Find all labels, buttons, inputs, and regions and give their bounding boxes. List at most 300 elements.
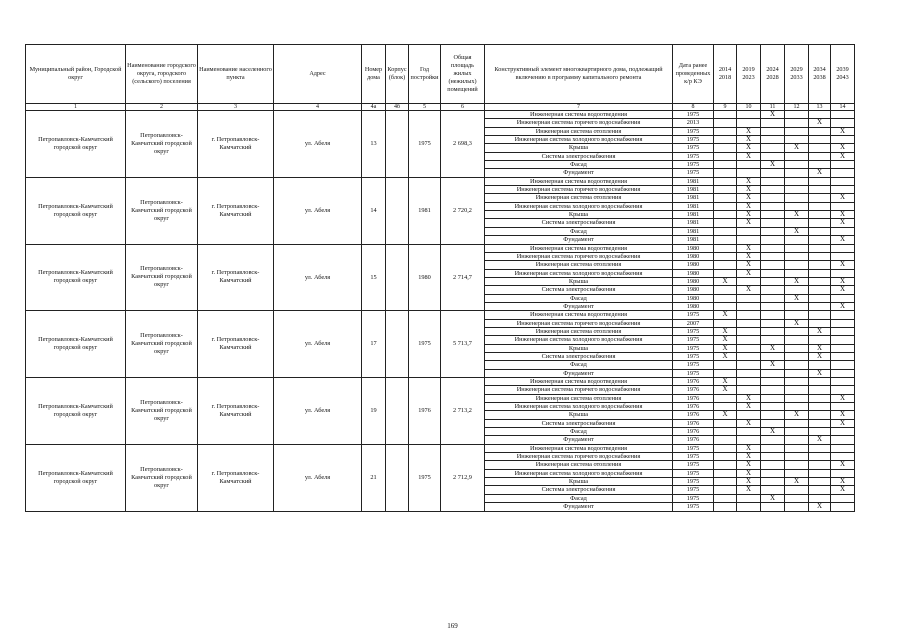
header-row xyxy=(26,45,855,104)
period-mark-cell xyxy=(737,302,761,310)
period-mark-cell: X xyxy=(761,361,785,369)
element-name-cell: Система электроснабжения xyxy=(485,486,673,494)
prev-repair-date-cell: 1976 xyxy=(673,378,714,386)
address-cell: ул. Абеля xyxy=(274,378,362,445)
col-number: 13 xyxy=(809,104,831,111)
period-mark-cell xyxy=(714,136,737,144)
district-cell: Петропавловск-Камчатский городской округ xyxy=(26,244,126,311)
house-number-cell: 19 xyxy=(362,378,386,445)
prev-repair-date-cell: 1975 xyxy=(673,336,714,344)
prev-repair-date-cell: 1975 xyxy=(673,486,714,494)
period-mark-cell xyxy=(737,361,761,369)
period-mark-cell xyxy=(714,444,737,452)
period-mark-cell xyxy=(809,302,831,310)
area-cell: 5 713,7 xyxy=(441,311,485,378)
period-mark-cell xyxy=(785,261,809,269)
area-cell: 2 698,3 xyxy=(441,111,485,178)
element-name-cell: Инженерная система отопления xyxy=(485,394,673,402)
period-mark-cell: X xyxy=(714,336,737,344)
period-mark-cell: X xyxy=(737,194,761,202)
period-mark-cell xyxy=(761,302,785,310)
period-mark-cell: X xyxy=(737,186,761,194)
period-mark-cell: X xyxy=(714,311,737,319)
period-mark-cell xyxy=(831,169,855,177)
period-mark-cell: X xyxy=(785,277,809,285)
period-mark-cell xyxy=(809,294,831,302)
period-mark-cell xyxy=(809,411,831,419)
period-mark-cell: X xyxy=(737,211,761,219)
element-name-cell: Крыша xyxy=(485,211,673,219)
element-name-cell: Система электроснабжения xyxy=(485,419,673,427)
period-mark-cell xyxy=(809,453,831,461)
period-mark-cell xyxy=(761,352,785,360)
period-mark-cell: X xyxy=(714,277,737,285)
col-header-prev-date: Дата ранее проведенных к/р КЭ xyxy=(673,45,714,104)
address-cell: ул. Абеля xyxy=(274,444,362,511)
period-mark-cell: X xyxy=(831,211,855,219)
period-mark-cell xyxy=(809,486,831,494)
period-mark-cell: X xyxy=(831,127,855,135)
table-body xyxy=(26,111,855,512)
period-mark-cell xyxy=(761,236,785,244)
period-mark-cell xyxy=(785,194,809,202)
period-mark-cell xyxy=(714,127,737,135)
prev-repair-date-cell: 1981 xyxy=(673,186,714,194)
col-header-building: Корпус (блок) xyxy=(386,45,409,104)
element-name-cell: Крыша xyxy=(485,277,673,285)
column-number-row xyxy=(26,104,855,111)
element-name-cell: Инженерная система отопления xyxy=(485,127,673,135)
house-number-cell: 21 xyxy=(362,444,386,511)
period-mark-cell: X xyxy=(737,136,761,144)
col-header-year: Год постройки xyxy=(409,45,441,104)
period-mark-cell xyxy=(737,327,761,335)
period-mark-cell xyxy=(714,319,737,327)
period-mark-cell xyxy=(714,244,737,252)
period-mark-cell: X xyxy=(714,378,737,386)
period-mark-cell xyxy=(714,269,737,277)
building-cell xyxy=(386,378,409,445)
period-mark-cell xyxy=(714,227,737,235)
prev-repair-date-cell: 1976 xyxy=(673,411,714,419)
building-cell xyxy=(386,444,409,511)
period-mark-cell xyxy=(809,277,831,285)
period-mark-cell xyxy=(737,428,761,436)
period-mark-cell xyxy=(714,202,737,210)
prev-repair-date-cell: 1981 xyxy=(673,219,714,227)
year-cell: 1976 xyxy=(409,378,441,445)
element-name-cell: Инженерная система горячего водоснабжения xyxy=(485,386,673,394)
locality-cell: г. Петропавловск-Камчатский xyxy=(198,244,274,311)
district-cell: Петропавловск-Камчатский городской округ xyxy=(26,444,126,511)
period-mark-cell xyxy=(761,461,785,469)
period-mark-cell xyxy=(831,361,855,369)
period-mark-cell xyxy=(714,369,737,377)
period-mark-cell xyxy=(809,469,831,477)
col-header-period-6: 2039 2043 xyxy=(831,45,855,104)
prev-repair-date-cell: 1975 xyxy=(673,169,714,177)
area-cell: 2 713,2 xyxy=(441,378,485,445)
element-name-cell: Фасад xyxy=(485,494,673,502)
period-mark-cell xyxy=(761,186,785,194)
element-name-cell: Инженерная система водоотведения xyxy=(485,244,673,252)
period-mark-cell xyxy=(785,453,809,461)
period-mark-cell: X xyxy=(785,294,809,302)
period-mark-cell xyxy=(785,186,809,194)
period-mark-cell xyxy=(831,378,855,386)
element-name-cell: Инженерная система холодного водоснабжения xyxy=(485,403,673,411)
period-mark-cell: X xyxy=(831,394,855,402)
prev-repair-date-cell: 1976 xyxy=(673,436,714,444)
prev-repair-date-cell: 1975 xyxy=(673,361,714,369)
period-mark-cell: X xyxy=(785,211,809,219)
district-cell: Петропавловск-Камчатский городской округ xyxy=(26,311,126,378)
period-mark-cell xyxy=(737,169,761,177)
period-mark-cell xyxy=(809,219,831,227)
period-mark-cell xyxy=(831,227,855,235)
year-cell: 1975 xyxy=(409,311,441,378)
element-name-cell: Инженерная система водоотведения xyxy=(485,378,673,386)
period-mark-cell xyxy=(785,494,809,502)
prev-repair-date-cell: 1975 xyxy=(673,127,714,135)
period-mark-cell xyxy=(714,252,737,260)
period-mark-cell: X xyxy=(737,144,761,152)
period-mark-cell xyxy=(809,311,831,319)
period-mark-cell xyxy=(714,469,737,477)
col-header-period-5: 2034 2038 xyxy=(809,45,831,104)
period-mark-cell xyxy=(714,403,737,411)
period-mark-cell xyxy=(761,202,785,210)
period-mark-cell xyxy=(714,478,737,486)
period-mark-cell xyxy=(785,428,809,436)
period-mark-cell xyxy=(714,286,737,294)
period-mark-cell xyxy=(761,227,785,235)
col-header-house-number: Номер дома xyxy=(362,45,386,104)
col-header-locality: Наименование населенного пункта xyxy=(198,45,274,104)
element-name-cell: Фасад xyxy=(485,227,673,235)
period-mark-cell xyxy=(809,286,831,294)
element-name-cell: Инженерная система холодного водоснабжения xyxy=(485,202,673,210)
address-cell: ул. Абеля xyxy=(274,177,362,244)
period-mark-cell xyxy=(785,244,809,252)
settlement-cell: Петропавловск-Камчатский городской округ xyxy=(126,444,198,511)
period-mark-cell xyxy=(785,403,809,411)
col-header-district: Муниципальный район, Городской округ xyxy=(26,45,126,104)
period-mark-cell xyxy=(761,194,785,202)
period-mark-cell xyxy=(761,419,785,427)
element-name-cell: Система электроснабжения xyxy=(485,286,673,294)
element-name-cell: Инженерная система горячего водоснабжения xyxy=(485,453,673,461)
period-mark-cell xyxy=(714,169,737,177)
period-mark-cell xyxy=(809,478,831,486)
locality-cell: г. Петропавловск-Камчатский xyxy=(198,311,274,378)
period-mark-cell: X xyxy=(809,119,831,127)
col-number: 8 xyxy=(673,104,714,111)
period-mark-cell xyxy=(761,219,785,227)
period-mark-cell xyxy=(761,252,785,260)
period-mark-cell xyxy=(761,119,785,127)
house-number-cell: 13 xyxy=(362,111,386,178)
period-mark-cell xyxy=(809,186,831,194)
element-name-cell: Инженерная система отопления xyxy=(485,461,673,469)
period-mark-cell xyxy=(761,486,785,494)
period-mark-cell xyxy=(714,261,737,269)
period-mark-cell xyxy=(831,336,855,344)
period-mark-cell xyxy=(785,252,809,260)
period-mark-cell: X xyxy=(831,194,855,202)
period-mark-cell xyxy=(714,494,737,502)
period-mark-cell: X xyxy=(737,127,761,135)
period-mark-cell xyxy=(761,336,785,344)
period-mark-cell: X xyxy=(809,436,831,444)
address-cell: ул. Абеля xyxy=(274,311,362,378)
period-mark-cell xyxy=(831,503,855,511)
period-mark-cell xyxy=(809,394,831,402)
period-mark-cell xyxy=(737,111,761,119)
prev-repair-date-cell: 1981 xyxy=(673,202,714,210)
building-cell xyxy=(386,311,409,378)
prev-repair-date-cell: 1975 xyxy=(673,369,714,377)
period-mark-cell xyxy=(761,411,785,419)
prev-repair-date-cell: 1980 xyxy=(673,252,714,260)
prev-repair-date-cell: 1981 xyxy=(673,177,714,185)
period-mark-cell: X xyxy=(737,244,761,252)
locality-cell: г. Петропавловск-Камчатский xyxy=(198,111,274,178)
col-number: 4а xyxy=(362,104,386,111)
period-mark-cell xyxy=(714,419,737,427)
settlement-cell: Петропавловск-Камчатский городской округ xyxy=(126,111,198,178)
period-mark-cell xyxy=(761,211,785,219)
period-mark-cell xyxy=(809,236,831,244)
prev-repair-date-cell: 1980 xyxy=(673,277,714,285)
period-mark-cell xyxy=(737,119,761,127)
period-mark-cell xyxy=(761,403,785,411)
period-mark-cell xyxy=(785,436,809,444)
col-number: 11 xyxy=(761,104,785,111)
period-mark-cell xyxy=(785,394,809,402)
period-mark-cell xyxy=(761,319,785,327)
element-name-cell: Инженерная система водоотведения xyxy=(485,311,673,319)
building-cell xyxy=(386,111,409,178)
element-name-cell: Крыша xyxy=(485,411,673,419)
prev-repair-date-cell: 1980 xyxy=(673,302,714,310)
period-mark-cell xyxy=(737,311,761,319)
period-mark-cell: X xyxy=(831,219,855,227)
period-mark-cell xyxy=(809,444,831,452)
period-mark-cell: X xyxy=(737,394,761,402)
period-mark-cell: X xyxy=(785,144,809,152)
period-mark-cell xyxy=(831,494,855,502)
period-mark-cell xyxy=(761,144,785,152)
prev-repair-date-cell: 1975 xyxy=(673,144,714,152)
period-mark-cell xyxy=(809,227,831,235)
element-name-cell: Крыша xyxy=(485,344,673,352)
period-mark-cell: X xyxy=(737,461,761,469)
prev-repair-date-cell: 1976 xyxy=(673,394,714,402)
locality-cell: г. Петропавловск-Камчатский xyxy=(198,444,274,511)
col-number: 7 xyxy=(485,104,673,111)
period-mark-cell xyxy=(785,136,809,144)
period-mark-cell: X xyxy=(785,319,809,327)
col-number: 4б xyxy=(386,104,409,111)
period-mark-cell: X xyxy=(785,227,809,235)
period-mark-cell: X xyxy=(809,344,831,352)
period-mark-cell xyxy=(714,361,737,369)
period-mark-cell: X xyxy=(737,252,761,260)
locality-cell: г. Петропавловск-Камчатский xyxy=(198,177,274,244)
element-name-cell: Инженерная система горячего водоснабжения xyxy=(485,186,673,194)
period-mark-cell xyxy=(714,428,737,436)
year-cell: 1981 xyxy=(409,177,441,244)
period-mark-cell xyxy=(785,311,809,319)
period-mark-cell xyxy=(714,453,737,461)
period-mark-cell: X xyxy=(831,277,855,285)
period-mark-cell: X xyxy=(809,369,831,377)
period-mark-cell: X xyxy=(809,503,831,511)
period-mark-cell xyxy=(809,428,831,436)
period-mark-cell: X xyxy=(714,344,737,352)
table-row xyxy=(26,378,855,386)
prev-repair-date-cell: 1981 xyxy=(673,236,714,244)
period-mark-cell: X xyxy=(737,261,761,269)
period-mark-cell xyxy=(809,161,831,169)
period-mark-cell: X xyxy=(714,352,737,360)
period-mark-cell xyxy=(809,403,831,411)
period-mark-cell: X xyxy=(737,219,761,227)
period-mark-cell xyxy=(785,202,809,210)
period-mark-cell: X xyxy=(737,152,761,160)
period-mark-cell xyxy=(761,311,785,319)
prev-repair-date-cell: 1975 xyxy=(673,111,714,119)
element-name-cell: Инженерная система водоотведения xyxy=(485,444,673,452)
table-row xyxy=(26,177,855,185)
period-mark-cell: X xyxy=(809,352,831,360)
period-mark-cell xyxy=(737,161,761,169)
period-mark-cell xyxy=(809,136,831,144)
period-mark-cell xyxy=(785,344,809,352)
period-mark-cell xyxy=(785,169,809,177)
period-mark-cell: X xyxy=(831,302,855,310)
period-mark-cell: X xyxy=(737,177,761,185)
col-number: 1 xyxy=(26,104,126,111)
period-mark-cell xyxy=(831,294,855,302)
period-mark-cell xyxy=(831,311,855,319)
period-mark-cell xyxy=(714,186,737,194)
year-cell: 1975 xyxy=(409,111,441,178)
period-mark-cell xyxy=(785,419,809,427)
period-mark-cell xyxy=(809,361,831,369)
col-header-period-1: 2014 2018 xyxy=(714,45,737,104)
period-mark-cell: X xyxy=(737,202,761,210)
period-mark-cell xyxy=(737,378,761,386)
period-mark-cell xyxy=(831,352,855,360)
prev-repair-date-cell: 1976 xyxy=(673,428,714,436)
period-mark-cell: X xyxy=(809,327,831,335)
period-mark-cell xyxy=(809,194,831,202)
period-mark-cell xyxy=(714,294,737,302)
period-mark-cell xyxy=(831,244,855,252)
area-cell: 2 720,2 xyxy=(441,177,485,244)
period-mark-cell xyxy=(831,428,855,436)
period-mark-cell: X xyxy=(737,444,761,452)
period-mark-cell xyxy=(761,177,785,185)
period-mark-cell: X xyxy=(831,152,855,160)
element-name-cell: Инженерная система холодного водоснабжения xyxy=(485,469,673,477)
area-cell: 2 712,9 xyxy=(441,444,485,511)
period-mark-cell xyxy=(785,119,809,127)
element-name-cell: Инженерная система холодного водоснабжения xyxy=(485,136,673,144)
period-mark-cell xyxy=(831,319,855,327)
period-mark-cell xyxy=(737,411,761,419)
period-mark-cell xyxy=(785,286,809,294)
period-mark-cell xyxy=(714,236,737,244)
prev-repair-date-cell: 1976 xyxy=(673,386,714,394)
period-mark-cell: X xyxy=(831,486,855,494)
period-mark-cell: X xyxy=(761,344,785,352)
settlement-cell: Петропавловск-Камчатский городской округ xyxy=(126,378,198,445)
prev-repair-date-cell: 1976 xyxy=(673,419,714,427)
period-mark-cell xyxy=(831,252,855,260)
period-mark-cell xyxy=(737,352,761,360)
period-mark-cell: X xyxy=(737,478,761,486)
prev-repair-date-cell: 1975 xyxy=(673,161,714,169)
period-mark-cell xyxy=(737,236,761,244)
period-mark-cell: X xyxy=(785,478,809,486)
period-mark-cell xyxy=(714,219,737,227)
element-name-cell: Инженерная система отопления xyxy=(485,194,673,202)
period-mark-cell: X xyxy=(831,144,855,152)
period-mark-cell xyxy=(761,127,785,135)
prev-repair-date-cell: 2013 xyxy=(673,119,714,127)
period-mark-cell xyxy=(761,478,785,486)
address-cell: ул. Абеля xyxy=(274,111,362,178)
period-mark-cell xyxy=(809,202,831,210)
period-mark-cell xyxy=(785,444,809,452)
prev-repair-date-cell: 1981 xyxy=(673,211,714,219)
period-mark-cell xyxy=(761,294,785,302)
period-mark-cell xyxy=(809,177,831,185)
period-mark-cell xyxy=(737,277,761,285)
prev-repair-date-cell: 1980 xyxy=(673,286,714,294)
building-cell xyxy=(386,244,409,311)
period-mark-cell xyxy=(785,369,809,377)
col-number: 14 xyxy=(831,104,855,111)
period-mark-cell xyxy=(714,152,737,160)
col-header-period-4: 2029 2033 xyxy=(785,45,809,104)
period-mark-cell xyxy=(831,202,855,210)
district-cell: Петропавловск-Камчатский городской округ xyxy=(26,111,126,178)
col-number: 12 xyxy=(785,104,809,111)
period-mark-cell xyxy=(761,136,785,144)
element-name-cell: Система электроснабжения xyxy=(485,152,673,160)
period-mark-cell xyxy=(831,344,855,352)
period-mark-cell xyxy=(831,161,855,169)
prev-repair-date-cell: 1975 xyxy=(673,461,714,469)
period-mark-cell xyxy=(809,127,831,135)
col-header-period-3: 2024 2028 xyxy=(761,45,785,104)
period-mark-cell xyxy=(737,336,761,344)
period-mark-cell xyxy=(761,169,785,177)
period-mark-cell xyxy=(809,211,831,219)
prev-repair-date-cell: 1980 xyxy=(673,269,714,277)
col-header-element: Конструктивный элемент многоквартирного дома, подлежащий включению в программу капитального ремонта xyxy=(485,45,673,104)
period-mark-cell xyxy=(785,378,809,386)
col-number: 9 xyxy=(714,104,737,111)
period-mark-cell: X xyxy=(761,494,785,502)
period-mark-cell xyxy=(785,161,809,169)
period-mark-cell xyxy=(785,177,809,185)
period-mark-cell xyxy=(809,494,831,502)
